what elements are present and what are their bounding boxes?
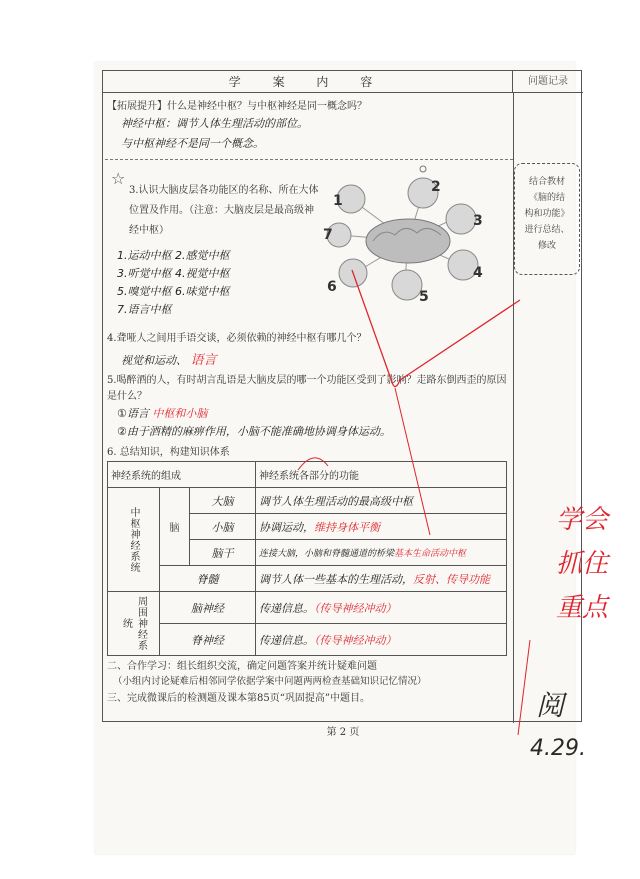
q6-text: 6. 总结知识，构建知识体系 [107, 447, 230, 458]
q3-answer-3: 3.听觉中枢 [117, 267, 172, 280]
table-part: 小脑 [190, 514, 256, 540]
side-note-line: 修改 [537, 241, 556, 251]
q4-answer-text: 视觉和运动、 [121, 354, 187, 367]
q5-text: 5.喝醉酒的人，有时胡言乱语是大脑皮层的哪一个功能区受到了影响？走路东倒西歪的原因是什么？ [107, 375, 507, 402]
side-note-line: 结合教材 [528, 177, 565, 187]
expansion-prompt: 【拓展提升】什么是神经中枢？与中枢神经是同一概念吗？ [107, 101, 367, 112]
q3-answer-5: 5.嗅觉中枢 [117, 285, 172, 298]
q3-answers [117, 247, 247, 319]
table-func: 调节人体生理活动的最高级中枢 [259, 494, 413, 508]
worksheet-frame [102, 70, 582, 738]
table-func-row [256, 592, 507, 624]
dashed-divider [105, 159, 513, 160]
teacher-comment [556, 498, 626, 630]
q3-number: 3. [129, 185, 139, 196]
side-note-line: 进行总结、 [524, 225, 570, 235]
central-nervous-label: 中枢神经系统 [108, 488, 160, 592]
diagram-label-6: 6 [327, 279, 337, 295]
q5-answer-2: ②由于酒精的麻痹作用，小脑不能准确地协调身体运动。 [117, 425, 391, 438]
task-3: 三、完成微课后的检测题及课本第85页“巩固提高”中题目。 [107, 693, 370, 704]
q3-answer-6: 6.味觉中枢 [175, 285, 230, 298]
diagram-label-7: 7 [323, 227, 333, 243]
q3-answer-7: 7.语言中枢 [117, 303, 172, 316]
table-func-red: 反射、传导功能 [413, 572, 490, 586]
region-circle-6 [339, 259, 367, 287]
teacher-comment-line: 学会 [556, 505, 609, 535]
q4-answer [121, 349, 217, 368]
q3-answer-4: 4.视觉中枢 [175, 267, 230, 280]
teacher-comment-line: 重点 [556, 593, 609, 623]
table-func-row [256, 566, 507, 592]
q3-answer-1: 1.运动中枢 [117, 249, 172, 262]
teacher-date: 4.29. [530, 736, 586, 761]
q3-answer-2: 2.感觉中枢 [175, 249, 230, 262]
table-func-red: 维持身体平衡 [314, 520, 380, 534]
region-circle-5 [392, 270, 422, 300]
q3-text [129, 181, 319, 241]
table-part: 脊神经 [160, 624, 256, 656]
table-func-row [256, 540, 507, 566]
brain-shape [366, 219, 450, 263]
task-2: 二、合作学习：组长组织交流，确定问题答案并统计疑难问题 [107, 661, 377, 672]
region-circle-3 [446, 204, 476, 234]
table-func-red: 基本生命活动中枢 [394, 549, 467, 559]
q5-answer-1-red: 中枢和小脑 [152, 407, 208, 420]
expansion-answer-1: 神经中枢：调节人体生理活动的部位。 [121, 117, 308, 130]
q3-prompt: 认识大脑皮层各功能区的名称、所在大体位置及作用。（注意：大脑皮层是最高级神经中枢） [129, 185, 319, 236]
problem-record-header: 问题记录 [513, 71, 583, 93]
side-note-line: 《脑的结 [528, 193, 565, 203]
table-func-row [256, 624, 507, 656]
task-2-detail: （小组内讨论疑难后相邻同学依据学案中问题两两检查基础知识记忆情况） [113, 676, 427, 687]
teacher-sign: 阅 [536, 689, 565, 722]
table-func-row [256, 488, 507, 514]
table-header-composition: 神经系统的组成 [108, 462, 256, 488]
diagram-label-5: 5 [419, 289, 429, 305]
diagram-label-2: 2 [431, 179, 441, 195]
table-func: 连接大脑，小脑和脊髓通道的桥梁 [259, 549, 395, 559]
brain-label: 脑 [160, 488, 190, 566]
table-func-red: （传导神经冲动） [314, 601, 397, 615]
table-func-red: （传导神经冲动） [314, 633, 397, 647]
table-func: 协调运动， [259, 520, 314, 534]
table-func: 传递信息。 [259, 601, 314, 615]
q5-answer-1-text: ①语言 [117, 407, 149, 420]
page-title: 学 案 内 容 [103, 71, 513, 93]
table-func: 调节人体一些基本的生理活动， [259, 572, 413, 586]
side-note-box [514, 163, 580, 275]
star-icon: ☆ [111, 169, 126, 188]
diagram-label-3: 3 [473, 213, 483, 229]
peripheral-nervous-label: 周围神经系统 [108, 592, 160, 656]
brain-function-diagram [323, 163, 493, 305]
expansion-answer-2: 与中枢神经不是同一个概念。 [121, 137, 264, 150]
side-note-line: 构和功能》 [524, 209, 570, 219]
page-number: 第 2 页 [326, 727, 360, 738]
table-part: 大脑 [190, 488, 256, 514]
knowledge-table [107, 461, 507, 656]
q4-text: 4.聋哑人之间用手语交谈，必须依赖的神经中枢有哪几个？ [107, 333, 367, 344]
table-part: 脑干 [190, 540, 256, 566]
table-header-function: 神经系统各部分的功能 [256, 462, 507, 488]
table-part: 脑神经 [160, 592, 256, 624]
q4-correction: 语言 [190, 353, 217, 368]
diagram-label-1: 1 [333, 193, 343, 209]
table-part: 脊髓 [160, 566, 256, 592]
table-func-row [256, 514, 507, 540]
teacher-comment-line: 抓住 [556, 549, 609, 579]
q5-answer-1 [117, 405, 207, 421]
diagram-label-4: 4 [473, 265, 483, 281]
table-func: 传递信息。 [259, 633, 314, 647]
